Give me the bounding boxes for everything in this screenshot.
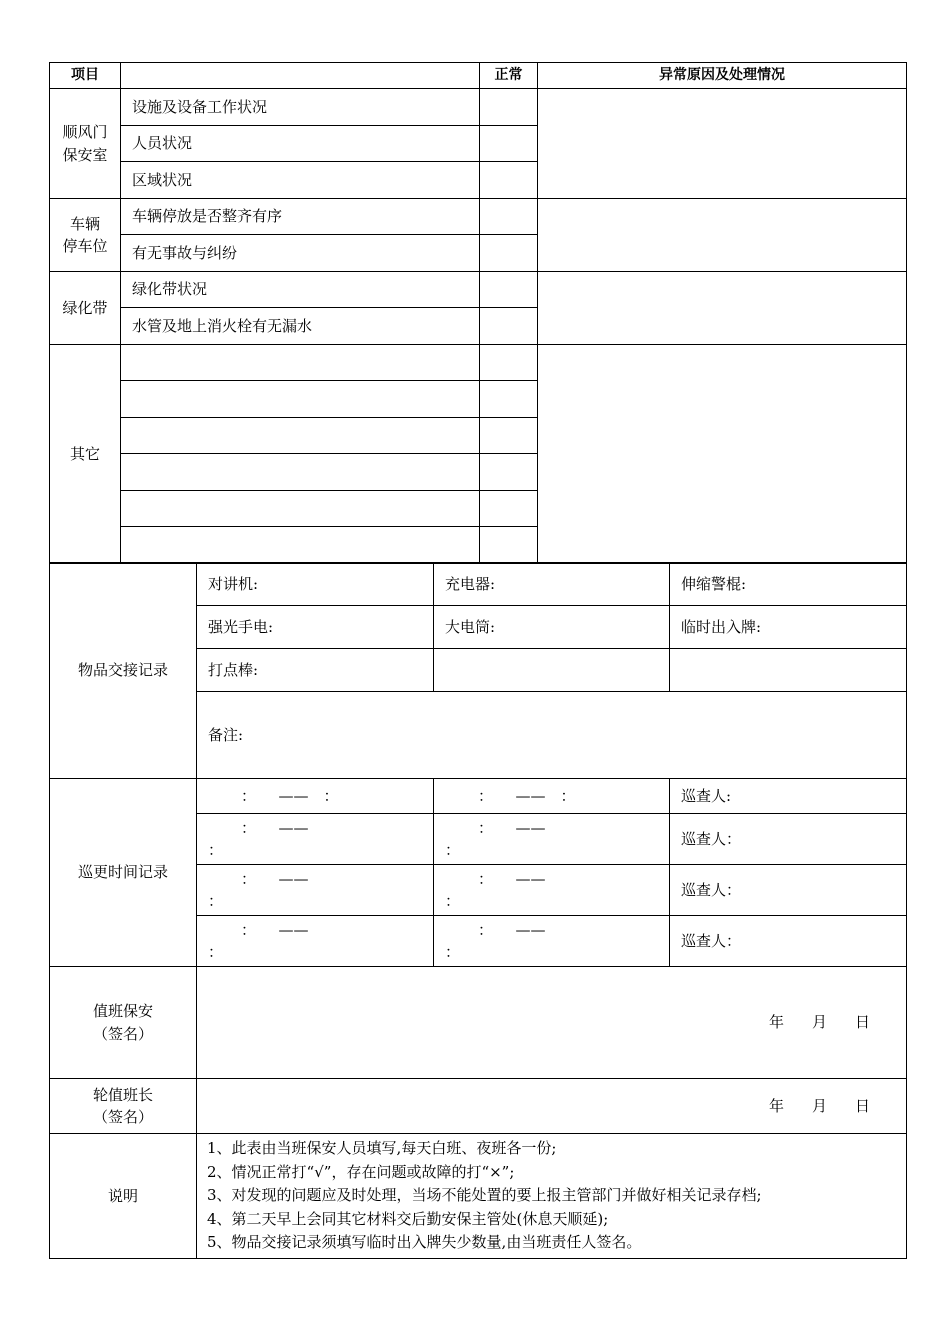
check-item[interactable] — [121, 345, 480, 381]
date-day: 日 — [854, 1013, 870, 1032]
note-item: 1、此表由当班保安人员填写,每天白班、夜班各一份; — [207, 1139, 557, 1158]
check-item[interactable] — [121, 381, 480, 418]
header-normal: 正常 — [480, 63, 538, 89]
patrol-time[interactable]: ： —— ： — [434, 814, 670, 865]
normal-cell[interactable] — [480, 89, 538, 126]
guard-signature-field[interactable] — [197, 967, 907, 1079]
date-day: 日 — [854, 1096, 870, 1115]
inspection-table — [49, 62, 907, 564]
handover-item-temp-pass[interactable]: 临时出入牌: — [670, 606, 907, 649]
check-item: 有无事故与纠纷 — [121, 235, 480, 272]
check-item: 车辆停放是否整齐有序 — [121, 199, 480, 235]
patrol-inspector[interactable]: 巡查人: — [670, 779, 907, 814]
patrol-time[interactable]: ： —— ： — [434, 865, 670, 916]
note-item: 4、第二天早上会同其它材料交后勤安保主管处(休息天顺延); — [207, 1209, 609, 1228]
check-item: 水管及地上消火栓有无漏水 — [121, 308, 480, 345]
date-year: 年 — [768, 1013, 784, 1032]
normal-cell[interactable] — [480, 491, 538, 527]
note-item: 5、物品交接记录须填写临时出入牌失少数量,由当班责任人签名。 — [207, 1233, 642, 1252]
notes-list — [197, 1134, 907, 1259]
normal-cell[interactable] — [480, 418, 538, 454]
normal-cell[interactable] — [480, 527, 538, 564]
patrol-inspector[interactable]: 巡查人： — [670, 916, 907, 967]
note-item: 2、情况正常打“√”，存在问题或故障的打“×”; — [207, 1162, 515, 1181]
patrol-time[interactable]: ： —— ： — [197, 916, 434, 967]
handover-blank[interactable] — [434, 649, 670, 692]
handover-item-baton[interactable]: 伸缩警棍: — [670, 563, 907, 606]
normal-cell[interactable] — [480, 235, 538, 272]
notes-title: 说明 — [50, 1134, 197, 1259]
handover-item-flashlight[interactable]: 强光手电: — [197, 606, 434, 649]
check-item[interactable] — [121, 418, 480, 454]
patrol-time[interactable]: ： —— ： — [197, 865, 434, 916]
handover-item-charger[interactable]: 充电器: — [434, 563, 670, 606]
header-item: 项目 — [50, 63, 121, 89]
normal-cell[interactable] — [480, 345, 538, 381]
abnormal-cell[interactable] — [538, 345, 907, 564]
handover-item-torch[interactable]: 大电筒: — [434, 606, 670, 649]
normal-cell[interactable] — [480, 381, 538, 418]
section-label: 车辆 停车位 — [50, 199, 121, 272]
handover-blank[interactable] — [670, 649, 907, 692]
patrol-title: 巡更时间记录 — [50, 779, 197, 967]
patrol-time[interactable]: ： —— ： — [197, 814, 434, 865]
check-item: 人员状况 — [121, 126, 480, 162]
section-label: 顺风门 保安室 — [50, 89, 121, 199]
guard-signature-label: 值班保安 （签名） — [50, 967, 197, 1079]
check-item[interactable] — [121, 454, 480, 491]
check-item: 绿化带状况 — [121, 272, 480, 308]
normal-cell[interactable] — [480, 454, 538, 491]
records-table — [49, 562, 907, 1259]
check-item[interactable] — [121, 527, 480, 564]
leader-signature-field[interactable] — [197, 1079, 907, 1134]
section-label: 绿化带 — [50, 272, 121, 345]
header-blank — [121, 63, 480, 89]
normal-cell[interactable] — [480, 308, 538, 345]
normal-cell[interactable] — [480, 199, 538, 235]
patrol-inspector[interactable]: 巡查人： — [670, 814, 907, 865]
patrol-time[interactable]: ： —— ： — [197, 779, 434, 814]
handover-title: 物品交接记录 — [50, 563, 197, 779]
note-item: 3、对发现的问题应及时处理，当场不能处置的要上报主管部门并做好相关记录存档; — [207, 1186, 762, 1205]
date-month: 月 — [811, 1096, 827, 1115]
handover-item-punch-stick[interactable]: 打点棒: — [197, 649, 434, 692]
abnormal-cell[interactable] — [538, 89, 907, 199]
handover-remark[interactable]: 备注: — [197, 692, 907, 779]
check-item[interactable] — [121, 491, 480, 527]
normal-cell[interactable] — [480, 162, 538, 199]
section-label: 其它 — [50, 345, 121, 564]
abnormal-cell[interactable] — [538, 272, 907, 345]
date-month: 月 — [811, 1013, 827, 1032]
patrol-time[interactable]: ： —— ： — [434, 779, 670, 814]
leader-signature-label: 轮值班长 （签名） — [50, 1079, 197, 1134]
check-item: 区域状况 — [121, 162, 480, 199]
normal-cell[interactable] — [480, 126, 538, 162]
handover-item-walkie[interactable]: 对讲机: — [197, 563, 434, 606]
patrol-inspector[interactable]: 巡查人： — [670, 865, 907, 916]
date-year: 年 — [768, 1096, 784, 1115]
abnormal-cell[interactable] — [538, 199, 907, 272]
patrol-time[interactable]: ： —— ： — [434, 916, 670, 967]
check-item: 设施及设备工作状况 — [121, 89, 480, 126]
normal-cell[interactable] — [480, 272, 538, 308]
header-abnormal: 异常原因及处理情况 — [538, 63, 907, 89]
